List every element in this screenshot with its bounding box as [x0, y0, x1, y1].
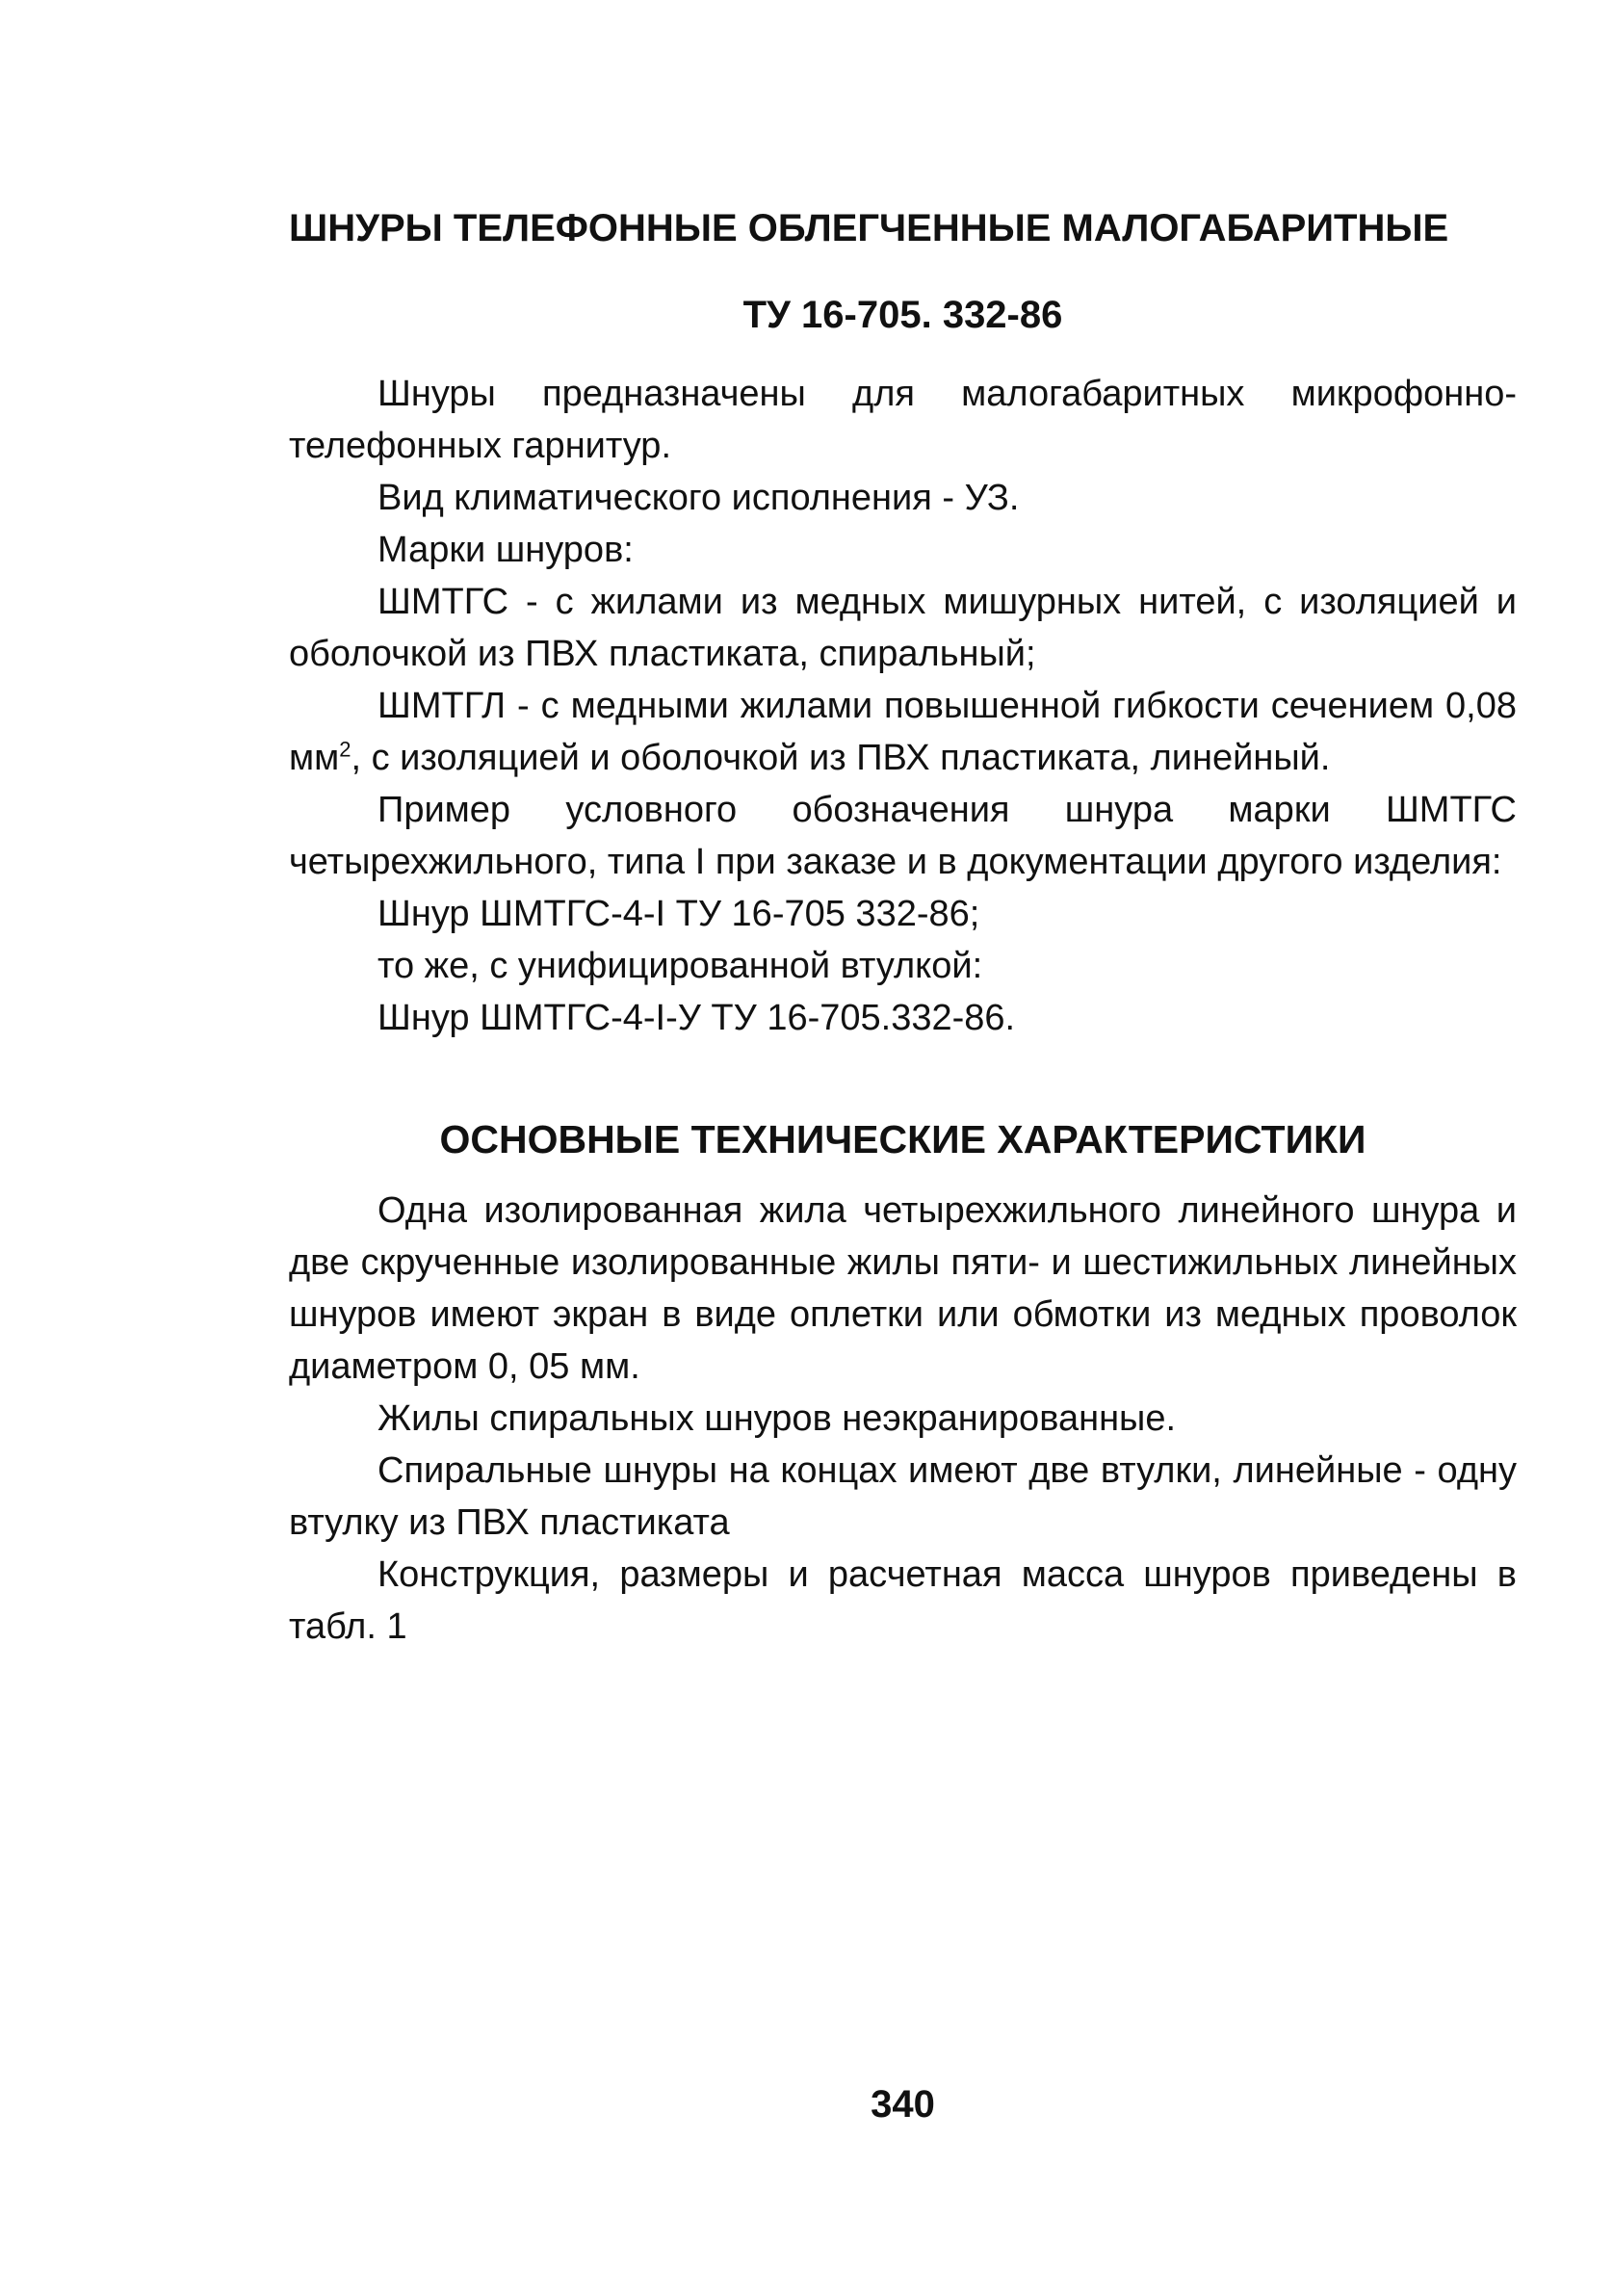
shmtgs-paragraph: ШМТГС - с жилами из медных мишурных нитей, с изоляцией и оболочкой из ПВХ пластиката, спиральный;	[289, 582, 1517, 674]
bushings-paragraph: Спиральные шнуры на концах имеют две втулки, линейные - одну втулку из ПВХ пластиката	[289, 1450, 1517, 1543]
page-title: ШНУРЫ ТЕЛЕФОННЫЕ ОБЛЕГЧЕННЫЕ МАЛОГАБАРИТНЫЕ	[289, 207, 1449, 249]
shmtgl-superscript: 2	[339, 737, 351, 762]
intro-section	[289, 368, 1517, 1044]
construction-paragraph: Конструкция, размеры и расчетная масса шнуров приведены в табл. 1	[289, 1554, 1517, 1647]
spiral-cores-paragraph: Жилы спиральных шнуров неэкранированные.	[377, 1398, 1177, 1439]
marks-heading: Марки шнуров:	[377, 530, 634, 570]
designation-line-1: Шнур ШМТГС-4-I ТУ 16-705 332-86;	[377, 894, 980, 934]
designation-note: то же, с унифицированной втулкой:	[377, 946, 983, 986]
purpose-paragraph: Шнуры предназначены для малогабаритных микрофонно-телефонных гарнитур.	[289, 374, 1517, 466]
spec-number: ТУ 16-705. 332-86	[742, 294, 1063, 336]
section-title: ОСНОВНЫЕ ТЕХНИЧЕСКИЕ ХАРАКТЕРИСТИКИ	[439, 1117, 1366, 1161]
shmtgl-text-after: , с изоляцией и оболочкой из ПВХ пластиката, линейный.	[351, 738, 1331, 778]
shmtgl-text-before: ШМТГЛ - с медными жилами повышенной гибкости сечением 0,08 мм	[289, 686, 1517, 778]
climatic-paragraph: Вид климатического исполнения - УЗ.	[377, 478, 1020, 518]
shmtgl-paragraph	[289, 680, 1517, 784]
example-paragraph: Пример условного обозначения шнура марки ШМТГС четырехжильного, типа I при заказе и в документации другого изделия:	[289, 790, 1517, 882]
characteristics-section	[289, 1185, 1517, 1653]
designation-line-2: Шнур ШМТГС-4-I-У ТУ 16-705.332-86.	[377, 998, 1016, 1038]
screen-paragraph: Одна изолированная жила четырехжильного линейного шнура и две скрученные изолированные жилы пяти- и шестижильных линейных шнуров имеют экран в виде оплетки или обмотки из медных проволок диаметром 0, 05 мм.	[289, 1190, 1517, 1387]
page-number: 340	[871, 2083, 935, 2126]
